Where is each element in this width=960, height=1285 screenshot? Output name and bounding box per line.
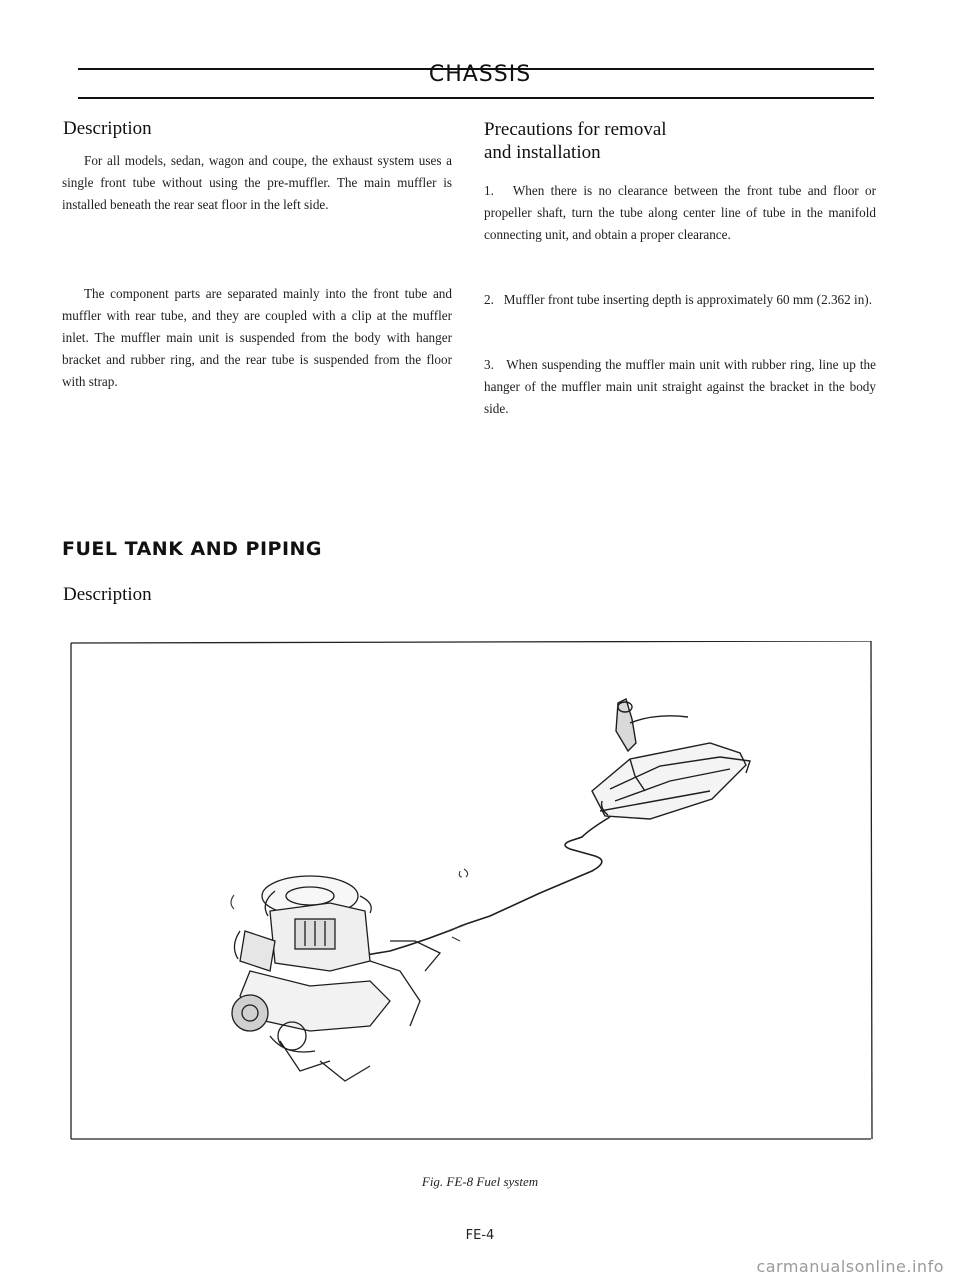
section-subheading: Description (63, 584, 152, 605)
precaution-item-2-text: Muffler front tube inserting depth is approximately 60 mm (2.362 in). (503, 292, 872, 307)
right-heading (484, 118, 667, 164)
page-title: CHASSIS (428, 62, 532, 87)
left-paragraph-2 (62, 283, 452, 393)
precaution-item-2 (484, 289, 876, 311)
fuel-line-drawing (340, 817, 610, 956)
left-paragraph-1 (62, 150, 452, 216)
right-heading-line-2: and installation (484, 142, 601, 163)
header-rule-bottom (78, 97, 874, 99)
precaution-item-1 (484, 180, 876, 246)
right-heading-line-1: Precautions for removal (484, 119, 667, 140)
left-paragraph-2-text: The component parts are separated mainly into the front tube and muffler with rear tube, and they are coupled with a clip at the muffler inlet. The muffler main unit is suspended from the body with hanger bracket and rubber ring, and the rear tube is suspended from the floor with strap. (62, 286, 452, 389)
fuel-system-figure (70, 641, 873, 1141)
left-paragraph-1-text: For all models, sedan, wagon and coupe, the exhaust system uses a single front tube without using the pre-muffler. The main muffler is installed beneath the rear seat floor in the left side. (62, 153, 452, 212)
page-number: FE-4 (465, 1228, 495, 1243)
precaution-item-3-num: 3. (484, 357, 494, 372)
precaution-item-2-num: 2. (484, 292, 494, 307)
engine-drawing (232, 876, 440, 1081)
section-title: FUEL TANK AND PIPING (62, 538, 323, 560)
figure-frame (71, 641, 872, 1139)
figure-caption: Fig. FE-8 Fuel system (421, 1174, 539, 1189)
precaution-item-3-text: When suspending the muffler main unit with rubber ring, line up the hanger of the muffler main unit straight against the bracket in the body side. (484, 357, 877, 416)
fuel-tank-drawing (592, 699, 750, 819)
left-heading: Description (63, 118, 152, 139)
precaution-item-3 (484, 354, 876, 420)
watermark-text: carmanualsonline.info (756, 1257, 944, 1276)
precaution-item-1-text: When there is no clearance between the front tube and floor or propeller shaft, turn the tube along center line of tube in the manifold connecting unit, and obtain a proper clearance. (484, 183, 876, 242)
precaution-item-1-num: 1. (484, 183, 494, 198)
